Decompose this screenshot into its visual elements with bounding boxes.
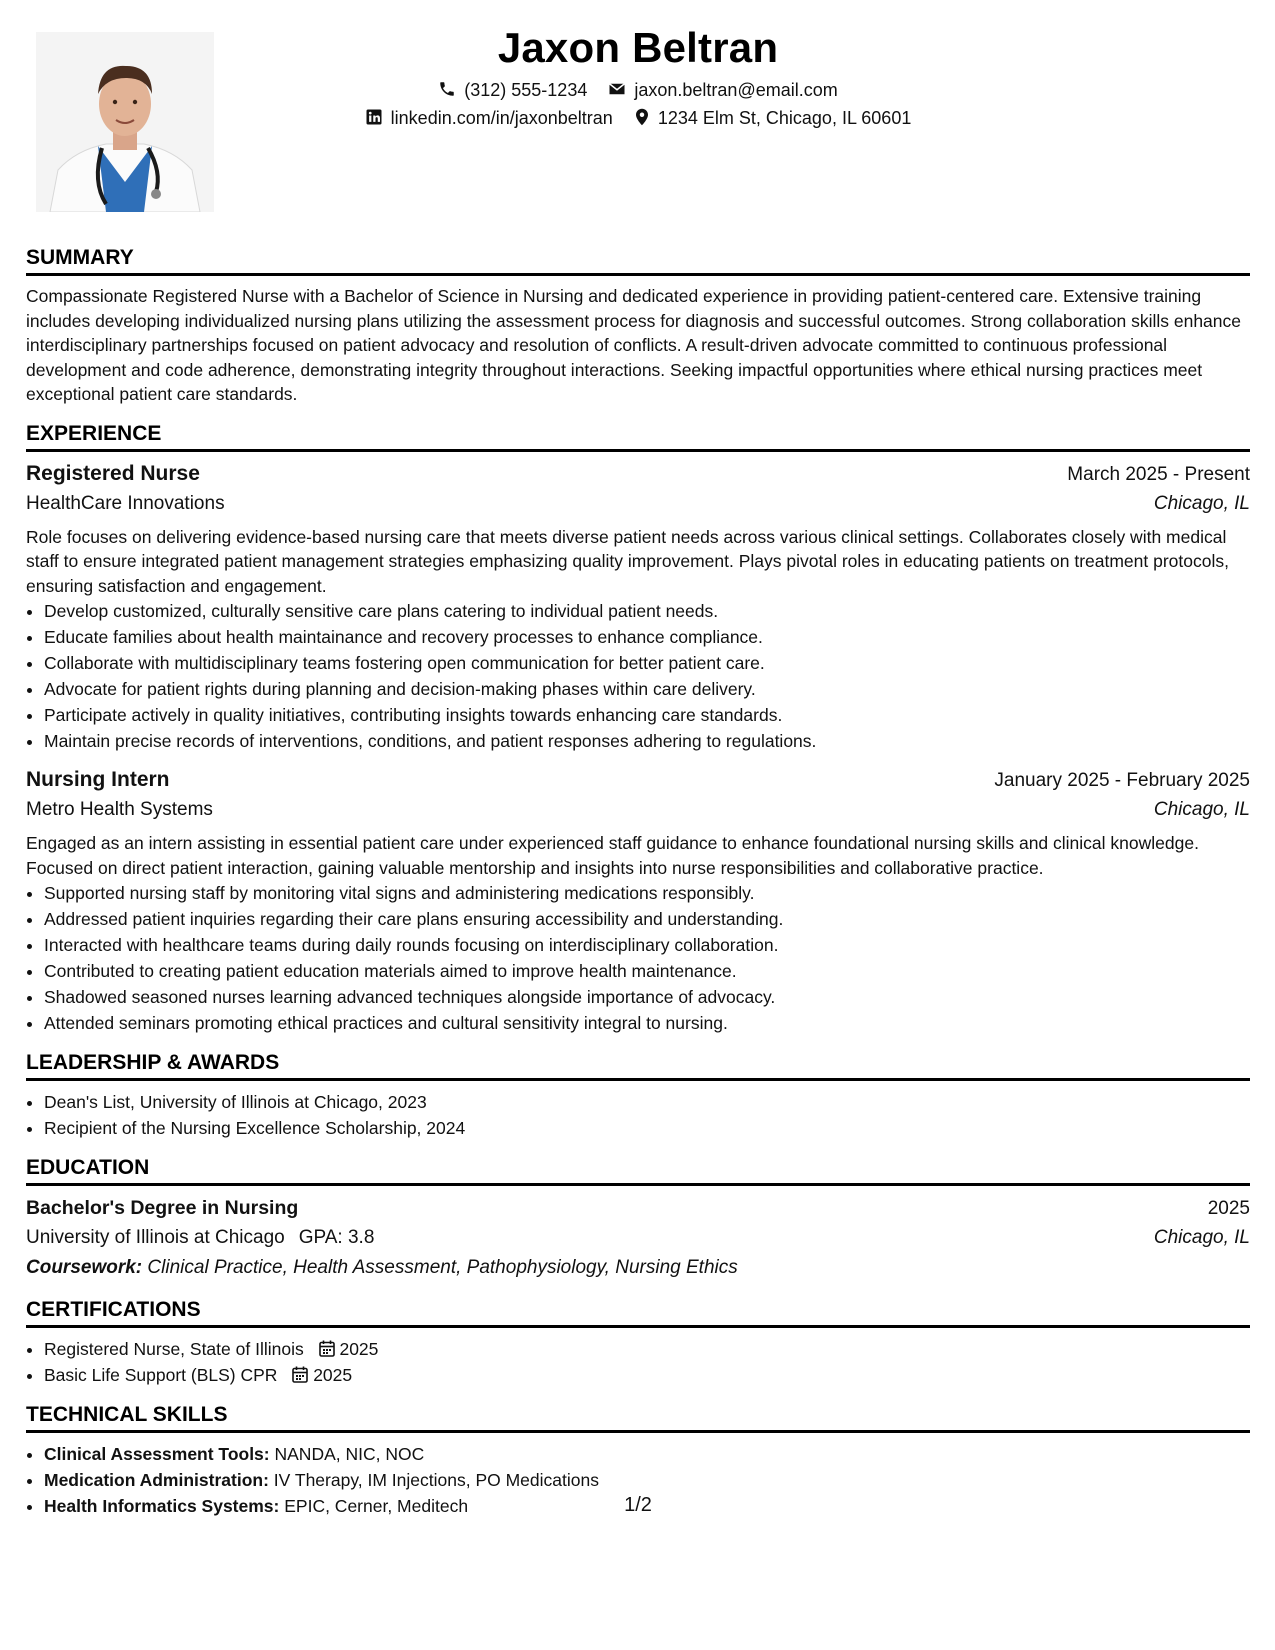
experience-section bbox=[26, 421, 1250, 1037]
list-item: • Maintain precise records of interventions, conditions, and patient responses adhering to regulations. bbox=[44, 728, 1250, 754]
list-item: • Advocate for patient rights during planning and decision-making phases within care delivery. bbox=[44, 676, 1250, 702]
list-item bbox=[44, 1441, 1250, 1467]
list-item: • Supported nursing staff by monitoring vital signs and administering medications responsibly. bbox=[44, 880, 1250, 906]
list-item: • Educate families about health maintainance and recovery processes to enhance compliance. bbox=[44, 624, 1250, 650]
school-line bbox=[26, 1223, 374, 1253]
email-item[interactable] bbox=[608, 78, 837, 102]
certification-year: 2025 bbox=[313, 1365, 353, 1385]
job-location: Chicago, IL bbox=[1153, 492, 1250, 514]
list-item: • Develop customized, culturally sensitive care plans catering to individual patient needs. bbox=[44, 598, 1250, 624]
job-dates: March 2025 - Present bbox=[1067, 463, 1250, 485]
job-description: Role focuses on delivering evidence-based nursing care that meets diverse patient needs across various clinical settings. Collaborates closely with medical staff to ensure integrated patient management strategies emphasizing quality improvement. Plays pivotal roles in educating patients on treatment protocols, ensuring satisfaction and engagement. bbox=[26, 526, 1229, 596]
job-title: Nursing Intern bbox=[26, 768, 170, 791]
coursework bbox=[26, 1253, 1250, 1283]
linkedin-item[interactable] bbox=[365, 106, 613, 130]
calendar-icon bbox=[319, 1340, 335, 1357]
certifications-list bbox=[26, 1336, 1250, 1388]
school-name: University of Illinois at Chicago bbox=[26, 1227, 285, 1248]
job-dates: January 2025 - February 2025 bbox=[994, 770, 1250, 791]
map-pin-icon bbox=[634, 108, 650, 126]
contact-line-primary bbox=[26, 78, 1250, 102]
contact-line-secondary bbox=[26, 106, 1250, 130]
graduation-year: 2025 bbox=[1207, 1198, 1250, 1219]
linkedin-url[interactable]: linkedin.com/in/jaxonbeltran bbox=[390, 108, 613, 128]
list-item: • Interacted with healthcare teams during daily rounds focusing on interdisciplinary collaboration. bbox=[44, 932, 1250, 958]
skill-value: IV Therapy, IM Injections, PO Medications bbox=[273, 1470, 599, 1490]
phone-item bbox=[438, 78, 587, 102]
list-item: • Contributed to creating patient education materials aimed to improve health maintenance. bbox=[44, 958, 1250, 984]
list-item bbox=[44, 1467, 1250, 1493]
phone-icon bbox=[438, 80, 456, 98]
section-title: SUMMARY bbox=[26, 245, 1250, 276]
coursework-list: Clinical Practice, Health Assessment, Pathophysiology, Nursing Ethics bbox=[147, 1257, 738, 1278]
list-item: • Shadowed seasoned nurses learning advanced techniques alongside importance of advocacy. bbox=[44, 984, 1250, 1010]
job-bullets bbox=[26, 880, 1250, 1036]
candidate-name: Jaxon Beltran bbox=[497, 24, 779, 71]
address-item bbox=[634, 106, 912, 130]
coursework-label: Coursework: bbox=[26, 1257, 143, 1278]
calendar-icon bbox=[292, 1366, 308, 1383]
address-text: 1234 Elm St, Chicago, IL 60601 bbox=[657, 108, 912, 128]
skill-value: NANDA, NIC, NOC bbox=[274, 1444, 425, 1464]
job-description: Engaged as an intern assisting in essential patient care under experienced staff guidance to enhance foundational nursing skills and clinical knowledge. Focused on direct patient interaction, gaining valuable mentorship and insights into nurse responsibilities and collaborative practice. bbox=[26, 833, 1199, 878]
experience-entry bbox=[26, 460, 1250, 755]
job-company: HealthCare Innovations bbox=[26, 492, 225, 514]
skill-value: EPIC, Cerner, Meditech bbox=[284, 1496, 469, 1516]
phone-number: (312) 555-1234 bbox=[464, 80, 588, 100]
job-company: Metro Health Systems bbox=[26, 799, 213, 820]
job-bullets bbox=[26, 598, 1250, 754]
degree-name: Bachelor's Degree in Nursing bbox=[26, 1197, 299, 1219]
certification-name: Registered Nurse, State of Illinois bbox=[44, 1339, 304, 1359]
list-item bbox=[44, 1362, 1250, 1388]
gpa: GPA: 3.8 bbox=[298, 1227, 375, 1248]
awards-section bbox=[26, 1050, 1250, 1141]
list-item: • Dean's List, University of Illinois at Chicago, 2023 bbox=[44, 1089, 1250, 1115]
skill-label: Health Informatics Systems: bbox=[44, 1496, 280, 1516]
page-number: 1/2 bbox=[624, 1494, 652, 1516]
list-item: • Recipient of the Nursing Excellence Scholarship, 2024 bbox=[44, 1115, 1250, 1141]
list-item bbox=[44, 1336, 1250, 1362]
section-title: EDUCATION bbox=[26, 1155, 1250, 1186]
list-item: • Attended seminars promoting ethical practices and cultural sensitivity integral to nursing. bbox=[44, 1010, 1250, 1036]
list-item: • Participate actively in quality initiatives, contributing insights towards enhancing care standards. bbox=[44, 702, 1250, 728]
summary-text: Compassionate Registered Nurse with a Bachelor of Science in Nursing and dedicated experience in providing patient-centered care. Extensive training includes developing individualized nursing plans utilizing the assessment process for diagnosis and successful outcomes. Strong collaboration skills enhance interdisciplinary partnerships focused on patient advocacy and resolution of conflicts. A result-driven advocate committed to continuous professional development and code adherence, demonstrating integrity throughout interactions. Seeking impactful opportunities where ethical nursing practices meet exceptional patient care standards. bbox=[26, 286, 1241, 404]
email-address[interactable]: jaxon.beltran@email.com bbox=[634, 80, 838, 100]
section-title: LEADERSHIP & AWARDS bbox=[26, 1050, 1250, 1081]
resume-header bbox=[26, 22, 1250, 130]
awards-list bbox=[26, 1089, 1250, 1141]
resume-page bbox=[26, 0, 1250, 1650]
linkedin-icon bbox=[365, 108, 383, 126]
certification-year: 2025 bbox=[339, 1339, 379, 1359]
section-title: EXPERIENCE bbox=[26, 421, 1250, 452]
job-title: Registered Nurse bbox=[26, 461, 200, 485]
summary-section bbox=[26, 245, 1250, 407]
certifications-section bbox=[26, 1297, 1250, 1388]
skill-label: Clinical Assessment Tools: bbox=[44, 1444, 270, 1464]
section-title: CERTIFICATIONS bbox=[26, 1297, 1250, 1328]
certification-name: Basic Life Support (BLS) CPR bbox=[44, 1365, 278, 1385]
experience-entry bbox=[26, 766, 1250, 1036]
envelope-icon bbox=[608, 80, 626, 98]
education-section bbox=[26, 1155, 1250, 1283]
job-location: Chicago, IL bbox=[1153, 799, 1250, 820]
school-location: Chicago, IL bbox=[1153, 1227, 1250, 1248]
resume-content bbox=[26, 245, 1250, 1533]
list-item: • Addressed patient inquiries regarding their care plans ensuring accessibility and understanding. bbox=[44, 906, 1250, 932]
list-item: • Collaborate with multidisciplinary teams fostering open communication for better patient care. bbox=[44, 650, 1250, 676]
section-title: TECHNICAL SKILLS bbox=[26, 1402, 1250, 1433]
skill-label: Medication Administration: bbox=[44, 1470, 269, 1490]
